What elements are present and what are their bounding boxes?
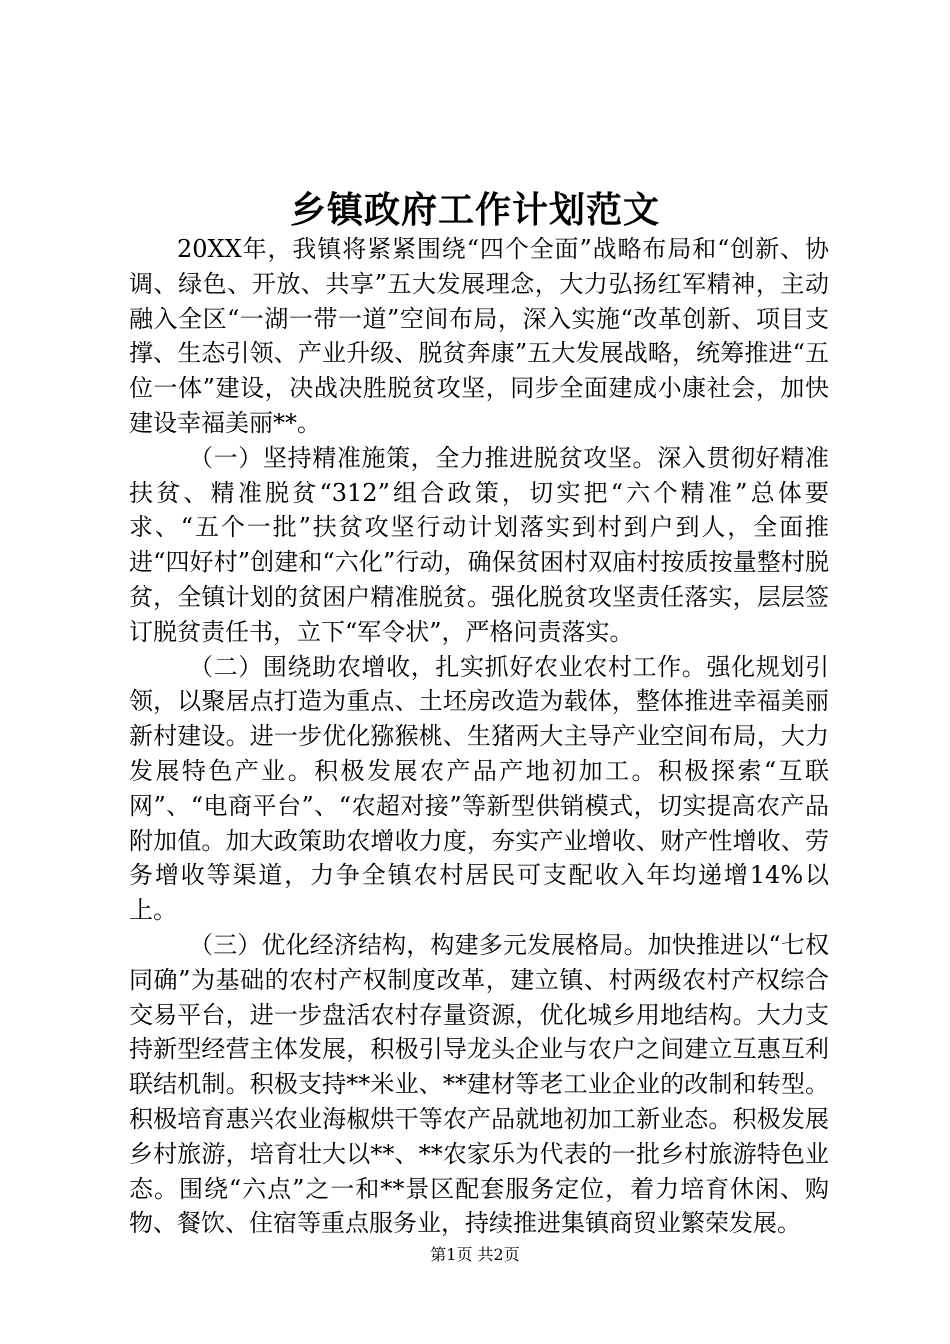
- paragraph-section-3: （三）优化经济结构，构建多元发展格局。加快推进以“七权同确”为基础的农村产权制度改革，建立镇、村两级农村产权综合交易平台，进一步盘活农村存量资源，优化城乡用地结构。大力支持新型经营主体发展，积极引导龙头企业与农户之间建立互惠互利联结机制。积极支持**米业、**建材等老工业企业的改制和转型。积极培育惠兴农业海椒烘干等农产品就地初加工新业态。积极发展乡村旅游，培育壮大以**、**农家乐为代表的一批乡村旅游特色业态。围绕“六点”之一和**景区配套服务定位，着力培育休闲、购物、餐饮、住宿等重点服务业，持续推进集镇商贸业繁荣发展。: [129, 930, 829, 1238]
- page-number-footer: 第1页 共2页: [430, 1245, 520, 1264]
- document-body: [129, 232, 829, 1241]
- paragraph-section-1: （一）坚持精准施策，全力推进脱贫攻坚。深入贯彻好精准扶贫、精准脱贫“312”组合政策，切实把“六个精准”总体要求、“五个一批”扶贫攻坚行动计划落实到村到户到人，全面推进“四好村”创建和“六化”行动，确保贫困村双庙村按质按量整村脱贫，全镇计划的贫困户精准脱贫。强化脱贫攻坚责任落实，层层签订脱贫责任书，立下“军令状”，严格问责落实。: [129, 443, 829, 646]
- document-title: 乡镇政府工作计划范文: [289, 189, 660, 231]
- paragraph-intro: 20XX年，我镇将紧紧围绕“四个全面”战略布局和“创新、协调、绿色、开放、共享”五大发展理念，大力弘扬红军精神，主动融入全区“一湖一带一道”空间布局，深入实施“改革创新、项目支撑、生态引领、产业升级、脱贫奔康”五大发展战略，统筹推进“五位一体”建设，决战决胜脱贫攻坚，同步全面建成小康社会，加快建设幸福美丽**。: [129, 235, 829, 437]
- paragraph-section-2: （二）围绕助农增收，扎实抓好农业农村工作。强化规划引领，以聚居点打造为重点、土坯房改造为载体，整体推进幸福美丽新村建设。进一步优化猕猴桃、生猪两大主导产业空间布局，大力发展特色产业。积极发展农产品产地初加工。积极探索“互联网”、“电商平台”、“农超对接”等新型供销模式，切实提高农产品附加值。加大政策助农增收力度，夯实产业增收、财产性增收、劳务增收等渠道，力争全镇农村居民可支配收入年均递增14%以上。: [129, 652, 829, 925]
